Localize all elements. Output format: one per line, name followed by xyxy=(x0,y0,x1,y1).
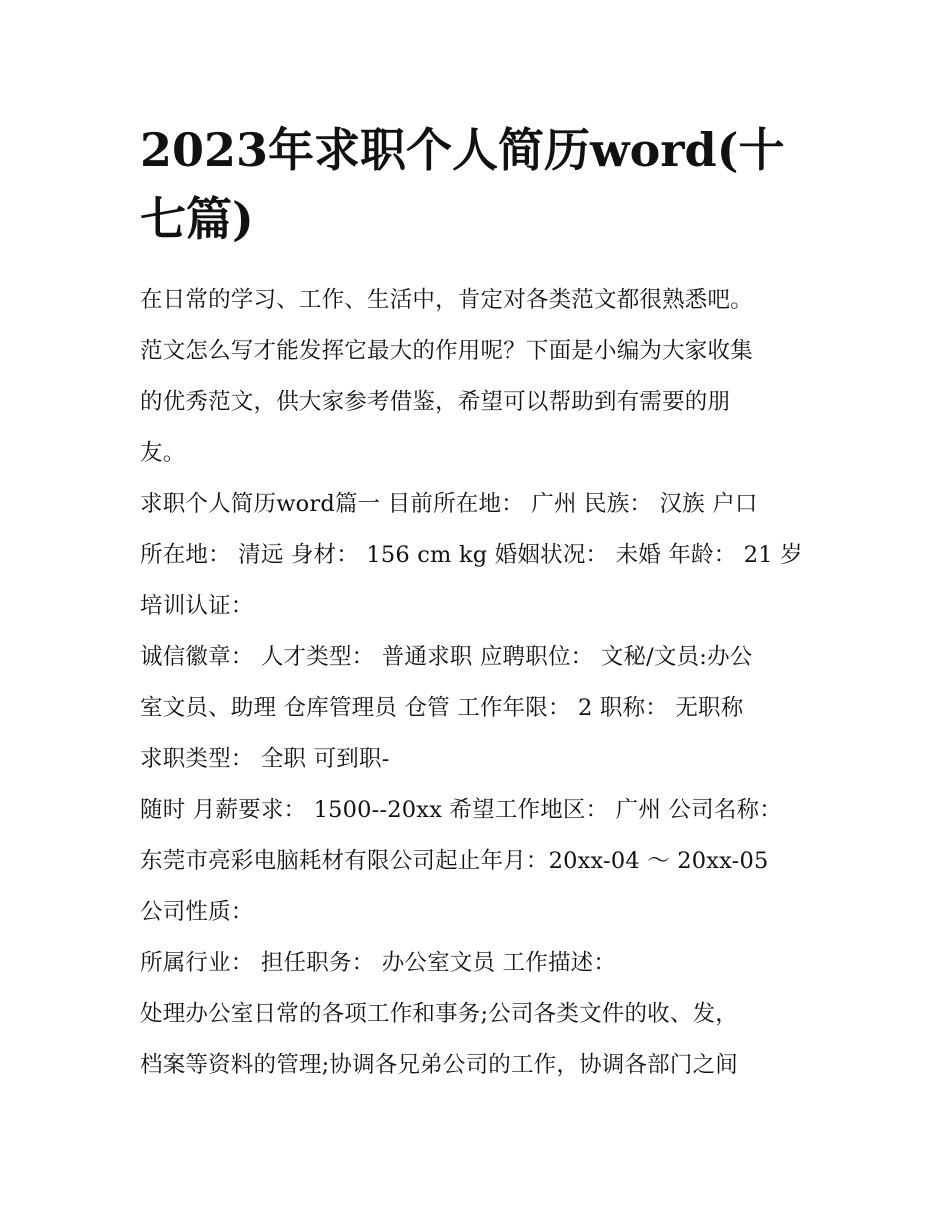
text-line: 求职个人简历word篇一 目前所在地： 广州 民族： 汉族 户口 xyxy=(140,491,758,517)
job-description-paragraph xyxy=(140,989,830,1091)
text-line: 东莞市亮彩电脑耗材有限公司起止年月：20xx-04 ～ 20xx-05 xyxy=(140,848,769,874)
text-line: 范文怎么写才能发挥它最大的作用呢？下面是小编为大家收集 xyxy=(140,338,753,364)
title-line: 2023年求职个人简历word(十 xyxy=(140,123,785,177)
text-line: 求职类型： 全职 可到职- xyxy=(140,746,390,772)
document-title xyxy=(140,116,820,254)
text-line: 的优秀范文，供大家参考借鉴，希望可以帮助到有需要的朋 xyxy=(140,389,731,415)
title-line: 七篇) xyxy=(140,192,254,246)
job-intent-paragraph xyxy=(140,632,830,785)
text-line: 所属行业： 担任职务： 办公室文员 工作描述： xyxy=(140,950,617,976)
text-line: 处理办公室日常的各项工作和事务;公司各类文件的收、发， xyxy=(140,1001,738,1027)
personal-info-paragraph xyxy=(140,479,830,632)
text-line: 公司性质： xyxy=(140,899,254,925)
text-line: 所在地： 清远 身材： 156 cm kg 婚姻状况： 未婚 年龄： 21 岁 xyxy=(140,542,803,568)
document-body xyxy=(140,275,830,1091)
intro-paragraph xyxy=(140,275,830,479)
work-history-paragraph xyxy=(140,785,830,938)
text-line: 随时 月薪要求： 1500--20xx 希望工作地区： 广州 公司名称： xyxy=(140,797,782,823)
text-line: 诚信徽章： 人才类型： 普通求职 应聘职位： 文秘/文员:办公 xyxy=(140,644,753,670)
text-line: 友。 xyxy=(140,440,186,466)
text-line: 室文员、助理 仓库管理员 仓管 工作年限： 2 职称： 无职称 xyxy=(140,695,744,721)
text-line: 档案等资料的管理;协调各兄弟公司的工作，协调各部门之间 xyxy=(140,1052,738,1078)
position-paragraph xyxy=(140,938,830,989)
text-line: 培训认证： xyxy=(140,593,254,619)
text-line: 在日常的学习、工作、生活中，肯定对各类范文都很熟悉吧。 xyxy=(140,287,753,313)
